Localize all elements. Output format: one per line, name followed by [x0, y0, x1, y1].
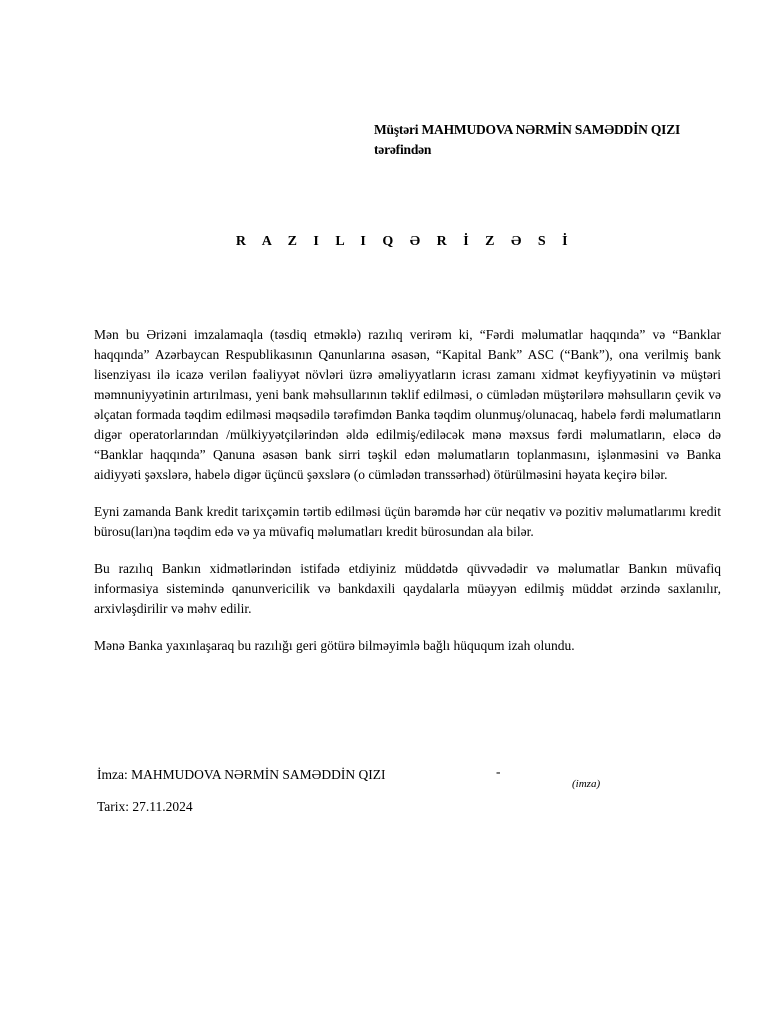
client-header [374, 120, 734, 160]
client-name-line: Müştəri MAHMUDOVA NƏRMİN SAMƏDDİN QIZI [374, 122, 681, 137]
client-by-line: tərəfindən [374, 142, 432, 157]
signature-name-line: İmza: MAHMUDOVA NƏRMİN SAMƏDDİN QIZI [97, 767, 386, 782]
paragraph-validity: Bu razılıq Bankın xidmətlərindən istifadə etdiyiniz müddətdə qüvvədədir və məlumatlar Bankın müvafiq informasiya sistemində qanunvericilik və bankdaxili qaydalarla müəyyən edilmiş müddət ərzində saxlanılır, arxivləşdirilir və məhv edilir. [94, 561, 721, 616]
signature-caption: (imza) [572, 778, 601, 790]
signature-placeholder-dash: - [496, 764, 501, 779]
paragraph-credit-bureau: Eyni zamanda Bank kredit tarixçəmin tərtib edilməsi üçün barəmdə hər cür neqativ və pozitiv məlumatlarımı kredit bürosu(ları)na təqdim edə və ya müvafiq məlumatları kredit bürosundan ala bilər. [94, 504, 721, 539]
date-line: Tarix: 27.11.2024 [97, 799, 193, 814]
document-title: R A Z I L I Q Ə R İ Z Ə S İ [235, 234, 575, 249]
document-body [94, 325, 721, 673]
paragraph-withdrawal-right: Mənə Banka yaxınlaşaraq bu razılığı geri götürə bilməyimlə bağlı hüququm izah olundu. [94, 638, 575, 653]
paragraph-consent: Mən bu Ərizəni imzalamaqla (təsdiq etməklə) razılıq verirəm ki, “Fərdi məlumatlar haqqında” və “Banklar haqqında” Azərbaycan Respublikasının Qanunlarına əsasən, “Kapital Bank” ASC (“Bank”), ona verilmiş bank lisenziyası ilə icazə verilən fəaliyyət növləri üzrə əməliyyatların icrası zamanı xidmət keyfiyyətinin və müştəri məmnuniyyətinin artırılması, yeni bank məhsullarının təklif edilməsi, o cümlədən müştərilərə məhsulların çevik və əlçatan formada təqdim edilməsi məqsədilə tərəfimdən Banka təqdim olunmuş/olunacaq, habelə fərdi məlumatların digər operatorlarından /mülkiyyətçilərindən əldə edilmiş/ediləcək mənə məxsus fərdi məlumatların, eləcə də “Banklar haqqında” Qanuna əsasən bank sirri təşkil edən məlumatların toplanmasını, işlənməsini və Banka aidiyyəti şəxslərə, habelə digər üçüncü şəxslərə (o cümlədən transsərhəd) ötürülməsini həyata keçirə bilər. [94, 327, 721, 482]
